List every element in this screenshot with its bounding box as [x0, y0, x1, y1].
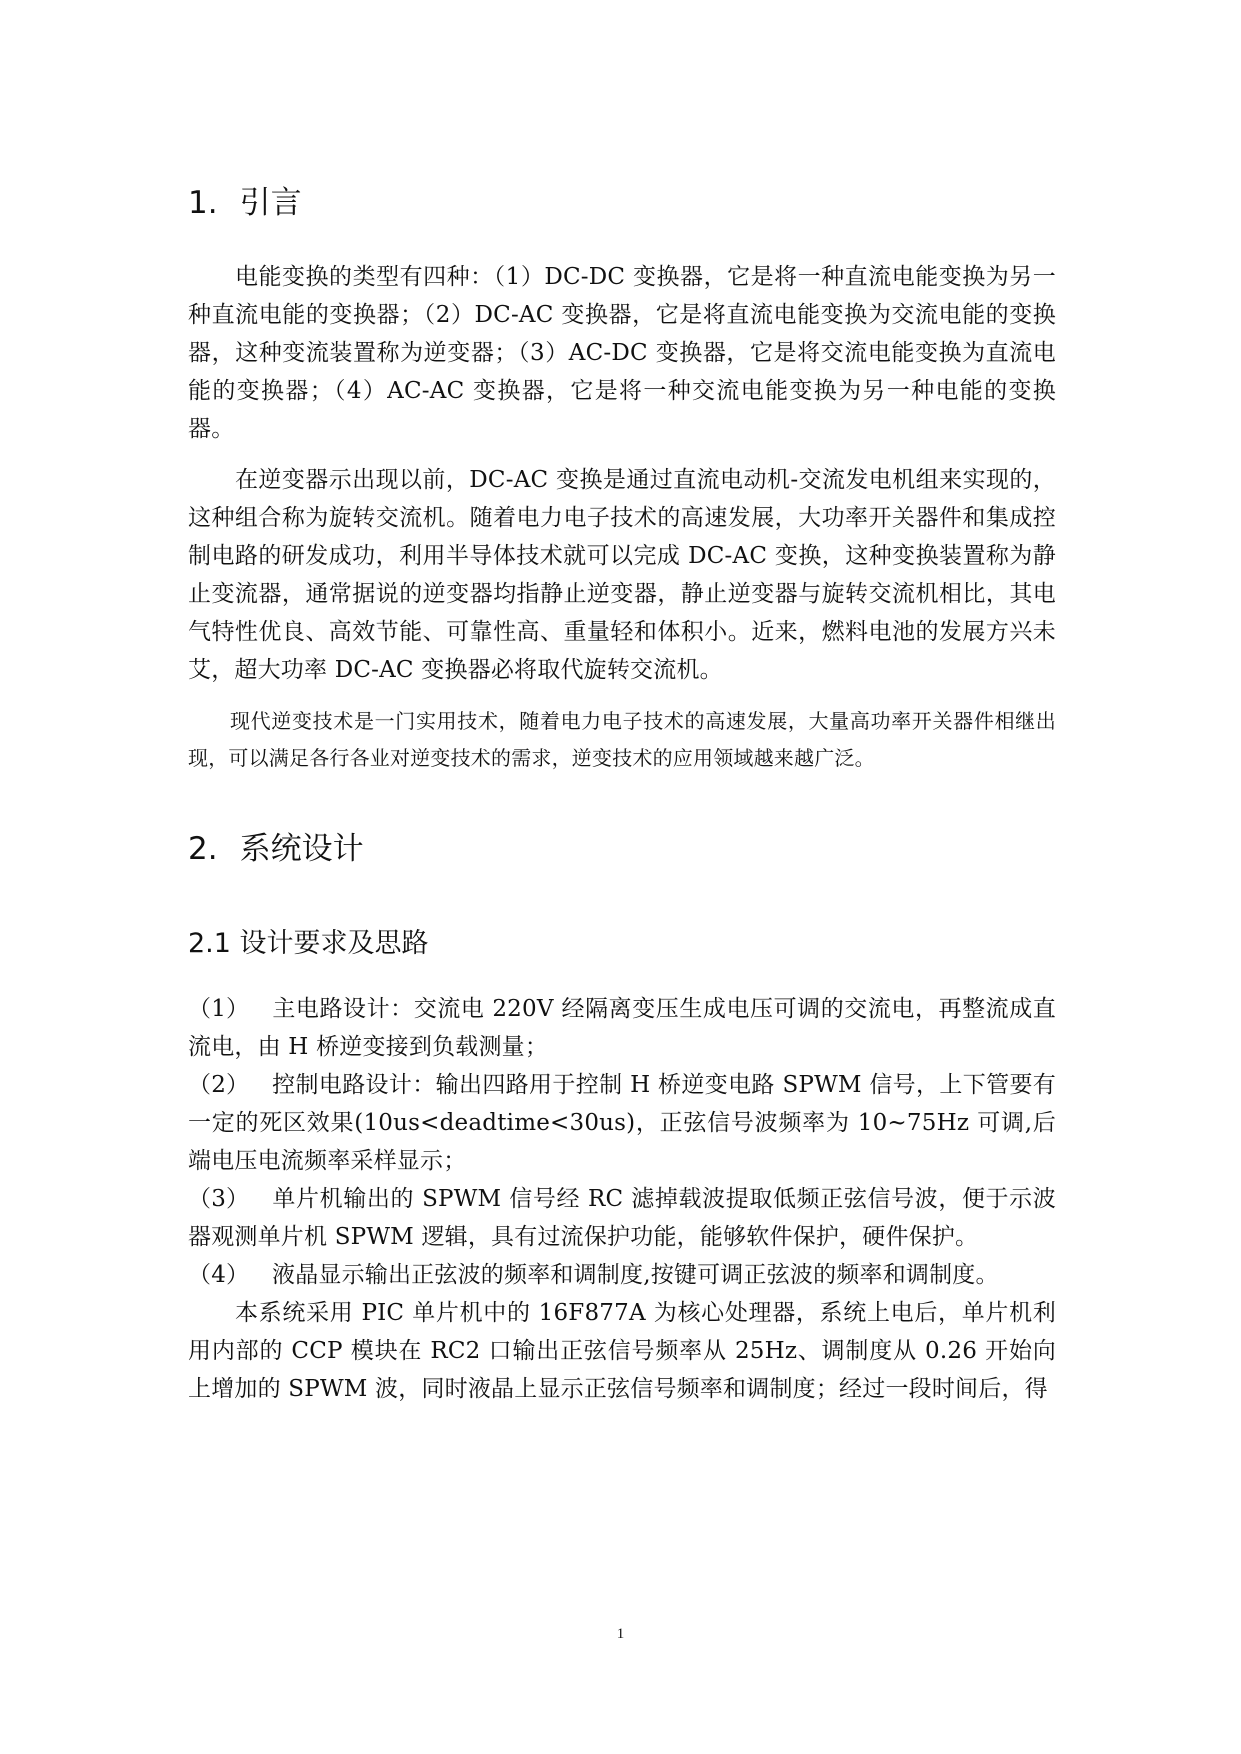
- requirement-text-1: 主电路设计：交流电 220V 经隔离变压生成电压可调的交流电，再整流成直流电，由 H 桥逆变接到负载测量；: [188, 996, 1056, 1060]
- requirement-label-2: （2）: [188, 1072, 250, 1098]
- intro-paragraph-3: 现代逆变技术是一门实用技术，随着电力电子技术的高速发展，大量高功率开关器件相继出现，可以满足各行各业对逆变技术的需求，逆变技术的应用领域越来越广泛。: [188, 709, 1056, 770]
- intro-paragraph-1: 电能变换的类型有四种：（1）DC-DC 变换器，它是将一种直流电能变换为另一种直流电能的变换器；（2）DC-AC 变换器，它是将直流电能变换为交流电能的变换器，这种变流装置称为逆变器；（3）AC-DC 变换器，它是将交流电能变换为直流电能的变换器；（4）AC-AC 变换器，它是将一种交流电能变换为另一种电能的变换器。: [188, 264, 1056, 442]
- page-number: 1: [616, 1626, 625, 1642]
- subsection-2-1-heading: 2.1 设计要求及思路: [188, 928, 429, 959]
- requirement-label-4: （4）: [188, 1262, 250, 1288]
- section-2-heading: [188, 823, 364, 868]
- requirement-text-4: 液晶显示输出正弦波的频率和调制度,按键可调正弦波的频率和调制度。: [272, 1262, 999, 1288]
- requirement-item-1: [188, 990, 1056, 1066]
- section-2-number: 2.: [188, 831, 218, 867]
- system-description-paragraph: 本系统采用 PIC 单片机中的 16F877A 为核心处理器，系统上电后，单片机利用内部的 CCP 模块在 RC2 口输出正弦信号频率从 25Hz、调制度从 0.26 开始向上增加的 SPWM 波，同时液晶上显示正弦信号频率和调制度；经过一段时间后，得: [188, 1300, 1056, 1402]
- requirement-item-4: [188, 1256, 1056, 1294]
- section-1-title: 引言: [239, 185, 302, 221]
- requirement-label-3: （3）: [188, 1186, 250, 1212]
- section-1-number: 1.: [188, 185, 218, 221]
- requirement-label-1: （1）: [188, 996, 250, 1022]
- requirement-item-3: [188, 1180, 1056, 1256]
- intro-paragraph-2: 在逆变器示出现以前，DC-AC 变换是通过直流电动机-交流发电机组来实现的，这种组合称为旋转交流机。随着电力电子技术的高速发展，大功率开关器件和集成控制电路的研发成功，利用半导体技术就可以完成 DC-AC 变换，这种变换装置称为静止变流器，通常据说的逆变器均指静止逆变器，静止逆变器与旋转交流机相比，其电气特性优良、高效节能、可靠性高、重量轻和体积小。近来，燃料电池的发展方兴未艾，超大功率 DC-AC 变换器必将取代旋转交流机。: [188, 467, 1056, 683]
- requirement-text-3: 单片机输出的 SPWM 信号经 RC 滤掉载波提取低频正弦信号波，便于示波器观测单片机 SPWM 逻辑，具有过流保护功能，能够软件保护，硬件保护。: [188, 1186, 1056, 1250]
- section-1-heading: [188, 177, 302, 222]
- requirement-text-2: 控制电路设计：输出四路用于控制 H 桥逆变电路 SPWM 信号，上下管要有一定的死区效果(10us<deadtime<30us)，正弦信号波频率为 10~75Hz 可调,后端电压电流频率采样显示；: [188, 1072, 1056, 1174]
- requirement-item-2: [188, 1066, 1056, 1180]
- section-2-title: 系统设计: [239, 831, 364, 867]
- requirements-list: [188, 990, 1056, 1408]
